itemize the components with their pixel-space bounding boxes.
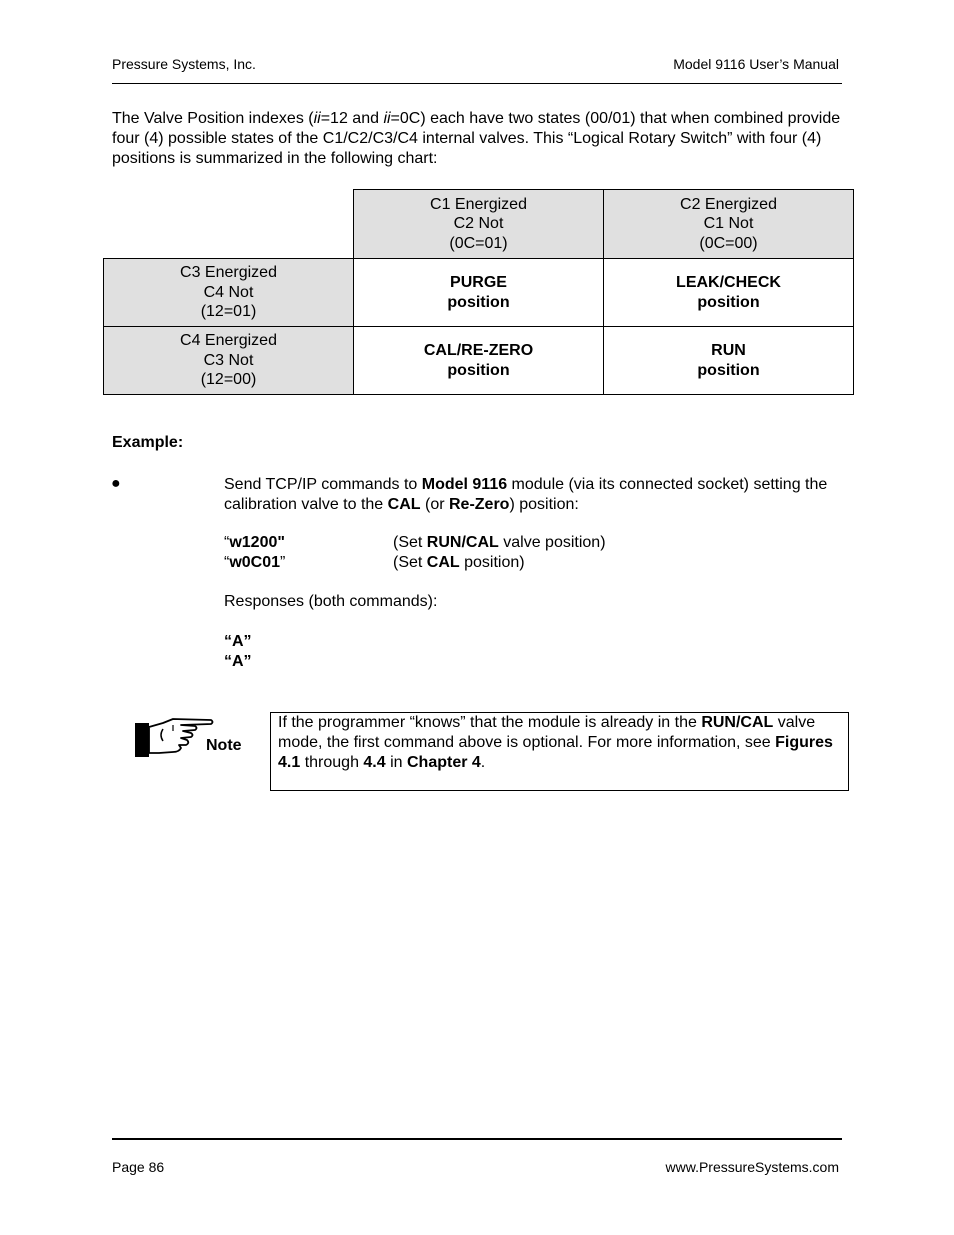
footer-rule	[112, 1138, 842, 1140]
row-header-c3-energized: C3 Energized C4 Not (12=01)	[104, 259, 354, 327]
row-header-c4-energized: C4 Energized C3 Not (12=00)	[104, 327, 354, 395]
command-w1200: “w1200"	[224, 534, 285, 551]
footer-website-link[interactable]: www.PressureSystems.com	[665, 1159, 839, 1175]
response-value: “A”	[224, 653, 252, 670]
table-header-row	[104, 190, 854, 259]
pointing-hand-icon	[133, 715, 215, 759]
table-row	[104, 259, 854, 327]
cell-run-position: RUN position	[604, 327, 854, 395]
note-box: If the programmer “knows” that the module is already in the RUN/CAL valve mode, the first command above is optional. For more information, see Figures 4.1 through 4.4 in Chapter 4.	[270, 712, 849, 791]
table-corner-cell	[104, 190, 354, 259]
column-header-c1-energized: C1 Energized C2 Not (0C=01)	[354, 190, 604, 259]
column-header-c2-energized: C2 Energized C1 Not (0C=00)	[604, 190, 854, 259]
example-instruction: Send TCP/IP commands to Model 9116 module (via its connected socket) setting the calibration valve to the CAL (or Re-Zero) position:	[224, 476, 828, 513]
cell-cal-re-zero-position: CAL/RE-ZERO position	[354, 327, 604, 395]
cell-purge-position: PURGE position	[354, 259, 604, 327]
bullet-icon: ●	[111, 475, 121, 492]
valve-position-table	[103, 189, 854, 395]
example-heading: Example:	[112, 434, 184, 451]
header-manual-title: Model 9116 User’s Manual	[673, 56, 839, 72]
command-w1200-description: (Set RUN/CAL valve position)	[393, 534, 606, 551]
responses-label: Responses (both commands):	[224, 593, 438, 610]
note-label: Note	[206, 737, 242, 754]
command-w0c01: “w0C01”	[224, 554, 286, 571]
intro-paragraph: The Valve Position indexes (ii=12 and ii=0C) each have two states (00/01) that when combined provide four (4) possible states of the C1/C2/C3/C4 internal valves. This “Logical Rotary Switch” with four (4) positions is summarized in the following chart:	[112, 110, 841, 167]
table-row	[104, 327, 854, 395]
command-w0c01-description: (Set CAL position)	[393, 554, 525, 571]
page-number: Page 86	[112, 1159, 165, 1175]
cell-leak-check-position: LEAK/CHECK position	[604, 259, 854, 327]
header-rule	[112, 83, 842, 84]
response-value: “A”	[224, 633, 252, 650]
header-company: Pressure Systems, Inc.	[112, 56, 256, 72]
